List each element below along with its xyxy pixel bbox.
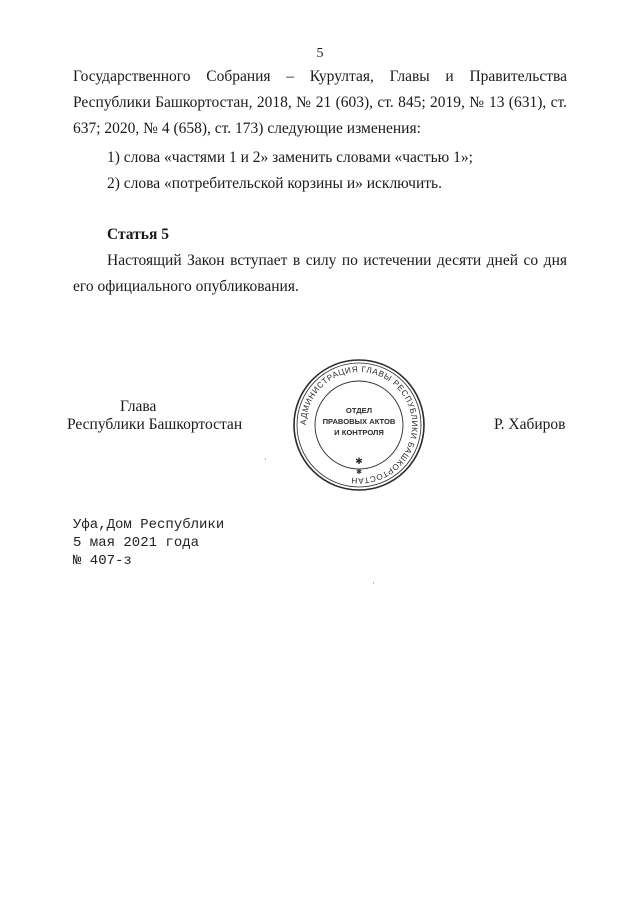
article-text: Настоящий Закон вступает в силу по истечении десяти дней со дня его официального опубликования.	[73, 252, 567, 295]
stamp-star-icon-small: ✱	[356, 468, 362, 476]
amendment-item-1: 1) слова «частями 1 и 2» заменить словами «частью 1»;	[107, 149, 473, 166]
signature-role-line-2: Республики Башкортостан	[67, 416, 243, 433]
page-number: 5	[316, 46, 324, 61]
signature-role-line-1: Глава	[120, 398, 157, 415]
footer-place: Уфа,Дом Республики	[73, 517, 225, 533]
signatory-name: Р. Хабиров	[494, 416, 566, 433]
amendment-item-2: 2) слова «потребительской корзины и» исключить.	[107, 175, 442, 192]
stamp-center-line-1: ОТДЕЛ	[345, 406, 373, 415]
official-stamp	[292, 358, 426, 492]
stamp-star-icon: ✱	[355, 457, 363, 467]
article-heading: Статья 5	[107, 226, 169, 243]
stamp-center-line-3: И КОНТРОЛЯ	[334, 428, 384, 437]
paragraph-amendments-source: Государственного Собрания – Курултая, Главы и Правительства Республики Башкортостан, 2018, № 21 (603), ст. 845; 2019, № 13 (631), ст. 637; 2020, № 4 (658), ст. 173) следующие изменения:	[73, 68, 567, 137]
document-footer	[73, 516, 224, 570]
scan-speck	[373, 582, 374, 584]
footer-number: № 407-з	[73, 553, 132, 569]
stamp-center-line-2: ПРАВОВЫХ АКТОВ	[322, 417, 396, 426]
footer-date: 5 мая 2021 года	[73, 535, 200, 551]
stamp-outer-text: АДМИНИСТРАЦИЯ ГЛАВЫ РЕСПУБЛИКИ БАШКОРТОСТАН	[298, 364, 420, 486]
scan-speck	[265, 458, 266, 460]
